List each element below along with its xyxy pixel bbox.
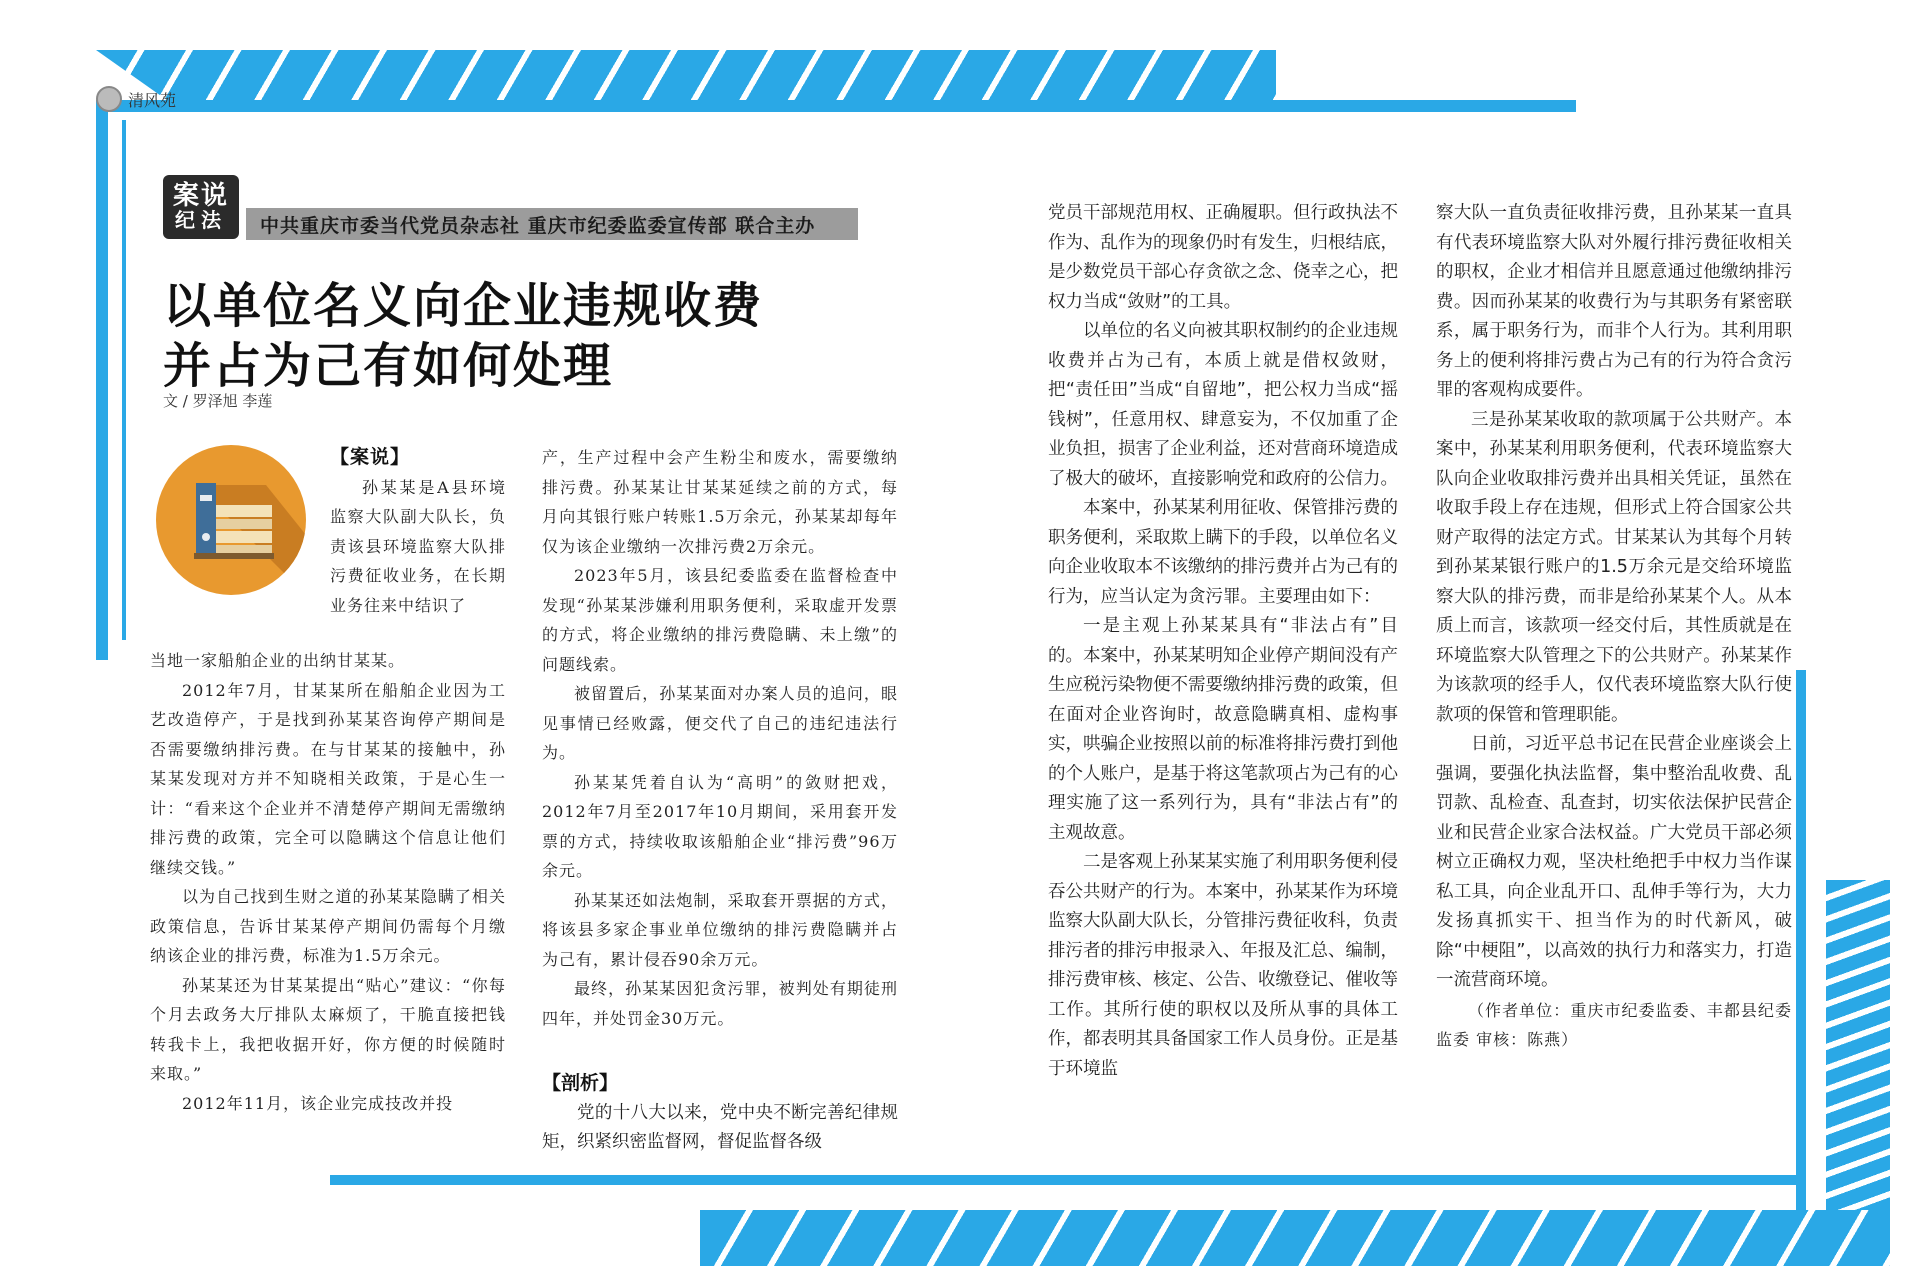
case-column-2 bbox=[542, 443, 898, 1158]
analysis-paragraph: 党员干部规范用权、正确履职。但行政执法不作为、乱作为的现象仍时有发生，归根结底，是少数党员干部心存贪欲之念、侥幸之心，把权力当成“敛财”的工具。 bbox=[1048, 203, 1398, 312]
analysis-paragraph: 察大队一直负责征收排污费，且孙某某一直具有代表环境监察大队对外履行排污费征收相关的职权，企业才相信并且愿意通过他缴纳排污费。因而孙某某的收费行为与其职务有紧密联系，属于职务行为，而非个人行为。其利用职务上的便利将排污费占为己有的行为符合贪污罪的客观构成要件。 bbox=[1436, 203, 1792, 400]
case-column-1 bbox=[150, 646, 506, 1118]
analysis-paragraph: 二是客观上孙某某实施了利用职务便利侵吞公共财产的行为。本案中，孙某某作为环境监察大队副大队长，分管排污费征收科，负责排污者的排污申报录入、年报及汇总、编制，排污费审核、核定、公告、收缴登记、催收等工作。其所行使的职权以及所从事的具体工作，都表明其具备国家工作人员身份。正是基于环境监 bbox=[1048, 852, 1398, 1079]
case-intro-column bbox=[330, 443, 506, 620]
analysis-heading: 【剖析】 bbox=[542, 1072, 619, 1094]
analysis-paragraph: 以单位的名义向被其职权制约的企业违规收费并占为己有，本质上就是借权敛财，把“责任田”当成“自留地”，把公权力当成“摇钱树”，任意用权、肆意妄为，不仅加重了企业负担，损害了企业利益，还对营商环境造成了极大的破坏，直接影响党和政府的公信力。 bbox=[1048, 321, 1398, 489]
decorative-left-bar bbox=[96, 100, 108, 660]
title-line-2: 并占为己有如何处理 bbox=[163, 338, 614, 394]
author-affiliation: （作者单位：重庆市纪委监委、丰都县纪委监委 审核：陈燕） bbox=[1436, 1000, 1792, 1049]
case-paragraph: 2012年11月，该企业完成技改并投 bbox=[182, 1093, 454, 1113]
case-paragraph: 孙某某还为甘某某提出“贴心”建议：“你每个月去政务大厅排队太麻烦了，干脆直接把钱转我卡上，我把收据开好，你方便的时候随时来取。” bbox=[150, 975, 506, 1083]
analysis-paragraph: 三是孙某某收取的款项属于公共财产。本案中，孙某某利用职务便利，代表环境监察大队向企业收取排污费并出具相关凭证，虽然在收取手段上存在违规，但形式上符合国家公共财产取得的法定方式。甘某某认为其每个月转到孙某某银行账户的1.5万余元是交给环境监察大队的排污费，而非是给孙某某个人。从本质上而言，该款项一经交付后，其性质就是在环境监察大队管理之下的公共财产。孙某某作为该款项的经手人，仅代表环境监察大队行使款项的保管和管理职能。 bbox=[1436, 409, 1792, 725]
analysis-paragraph: 一是主观上孙某某具有“非法占有”目的。本案中，孙某某明知企业停产期间没有产生应税污染物便不需要缴纳排污费的政策，但在面对企业咨询时，故意隐瞒真相、虚构事实，哄骗企业按照以前的标准将排污费打到他的个人账户，是基于将这笔款项占为己有的心理实施了这一系列行为，具有“非法占有”的主观故意。 bbox=[1048, 616, 1398, 843]
case-paragraph: 以为自己找到生财之道的孙某某隐瞒了相关政策信息，告诉甘某某停产期间仍需每个月缴纳该企业的排污费，标准为1.5万余元。 bbox=[150, 887, 506, 965]
decorative-bottom-bar bbox=[330, 1175, 1800, 1185]
case-intro-paragraph: 孙某某是A县环境监察大队副大队长，负责该县环境监察大队排污费征收业务，在长期业务往来中结识了 bbox=[330, 477, 506, 615]
badge-line-2: 纪法 bbox=[175, 208, 227, 233]
column-badge bbox=[163, 175, 239, 239]
case-paragraph: 孙某某还如法炮制，采取套开票据的方式，将该县多家企事业单位缴纳的排污费隐瞒并占为己有，累计侵吞90余万元。 bbox=[542, 890, 898, 969]
case-paragraph: 孙某某凭着自认为“高明”的敛财把戏，2012年7月至2017年10月期间，采用套开发票的方式，持续收取该船舶企业“排污费”96万余元。 bbox=[542, 772, 898, 880]
decorative-bottom-stripes bbox=[700, 1210, 1890, 1266]
analysis-paragraph: 日前，习近平总书记在民营企业座谈会上强调，要强化执法监督，集中整治乱收费、乱罚款、乱检查、乱查封，切实依法保护民营企业和民营企业家合法权益。广大党员干部必须树立正确权力观，坚决杜绝把手中权力当作谋私工具，向企业乱开口、乱伸手等行为，大力发扬真抓实干、担当作为的时代新风，破除“中梗阻”，以高效的执行力和落实力，打造一流营商环境。 bbox=[1436, 734, 1792, 990]
title-line-1: 以单位名义向企业违规收费 bbox=[163, 278, 764, 334]
decorative-right-stripes bbox=[1826, 880, 1890, 1240]
case-paragraph: 产，生产过程中会产生粉尘和废水，需要缴纳排污费。孙某某让甘某某延续之前的方式，每月向其银行账户转账1.5万余元，孙某某却每年仅为该企业缴纳一次排污费2万余元。 bbox=[542, 448, 898, 556]
hosts-text: 中共重庆市委当代党员杂志社 重庆市纪委监委宣传部 联合主办 bbox=[260, 214, 816, 237]
decorative-top-bar bbox=[96, 100, 1576, 112]
case-paragraph: 2012年7月，甘某某所在船舶企业因为工艺改造停产，于是找到孙某某咨询停产期间是否需要缴纳排污费。在与甘某某的接触中，孙某某发现对方并不知晓相关政策，于是心生一计：“看来这个企业并不清楚停产期间无需缴纳排污费的政策，完全可以隐瞒这个信息让他们继续交钱。” bbox=[150, 680, 506, 877]
analysis-paragraph: 党的十八大以来，党中央不断完善纪律规矩，织紧织密监督网，督促监督各级 bbox=[542, 1102, 898, 1152]
column-name: 清风苑 bbox=[128, 90, 177, 110]
masthead bbox=[96, 86, 176, 112]
case-paragraph: 最终，孙某某因犯贪污罪，被判处有期徒刑四年，并处罚金30万元。 bbox=[542, 979, 898, 1028]
analysis-column-4 bbox=[1436, 199, 1792, 1055]
byline: 文 / 罗泽旭 李莲 bbox=[163, 392, 273, 410]
analysis-paragraph: 本案中，孙某某利用征收、保管排污费的职务便利，采取欺上瞒下的手段，以单位名义向企业收取本不该缴纳的排污费并占为己有的行为，应当认定为贪污罪。主要理由如下： bbox=[1048, 498, 1398, 607]
decorative-top-stripes bbox=[96, 50, 1276, 100]
case-paragraph: 2023年5月，该县纪委监委在监督检查中发现“孙某某涉嫌利用职务便利，采取虚开发票的方式，将企业缴纳的排污费隐瞒、未上缴”的问题线索。 bbox=[542, 566, 898, 674]
analysis-column-3 bbox=[1048, 199, 1398, 1084]
case-intro-continued: 当地一家船舶企业的出纳甘某某。 bbox=[150, 651, 406, 670]
case-heading: 【案说】 bbox=[330, 446, 411, 468]
file-folder-illustration-icon bbox=[156, 445, 306, 595]
decorative-right-bar bbox=[1796, 670, 1806, 1230]
case-paragraph: 被留置后，孙某某面对办案人员的追问，眼见事情已经败露，便交代了自己的违纪违法行为。 bbox=[542, 684, 898, 762]
badge-line-1: 案说 bbox=[172, 180, 229, 211]
article-title bbox=[163, 276, 763, 396]
hosts-strip bbox=[246, 208, 858, 240]
decorative-left-bar-inner bbox=[122, 120, 126, 640]
magazine-logo-icon bbox=[96, 86, 122, 112]
